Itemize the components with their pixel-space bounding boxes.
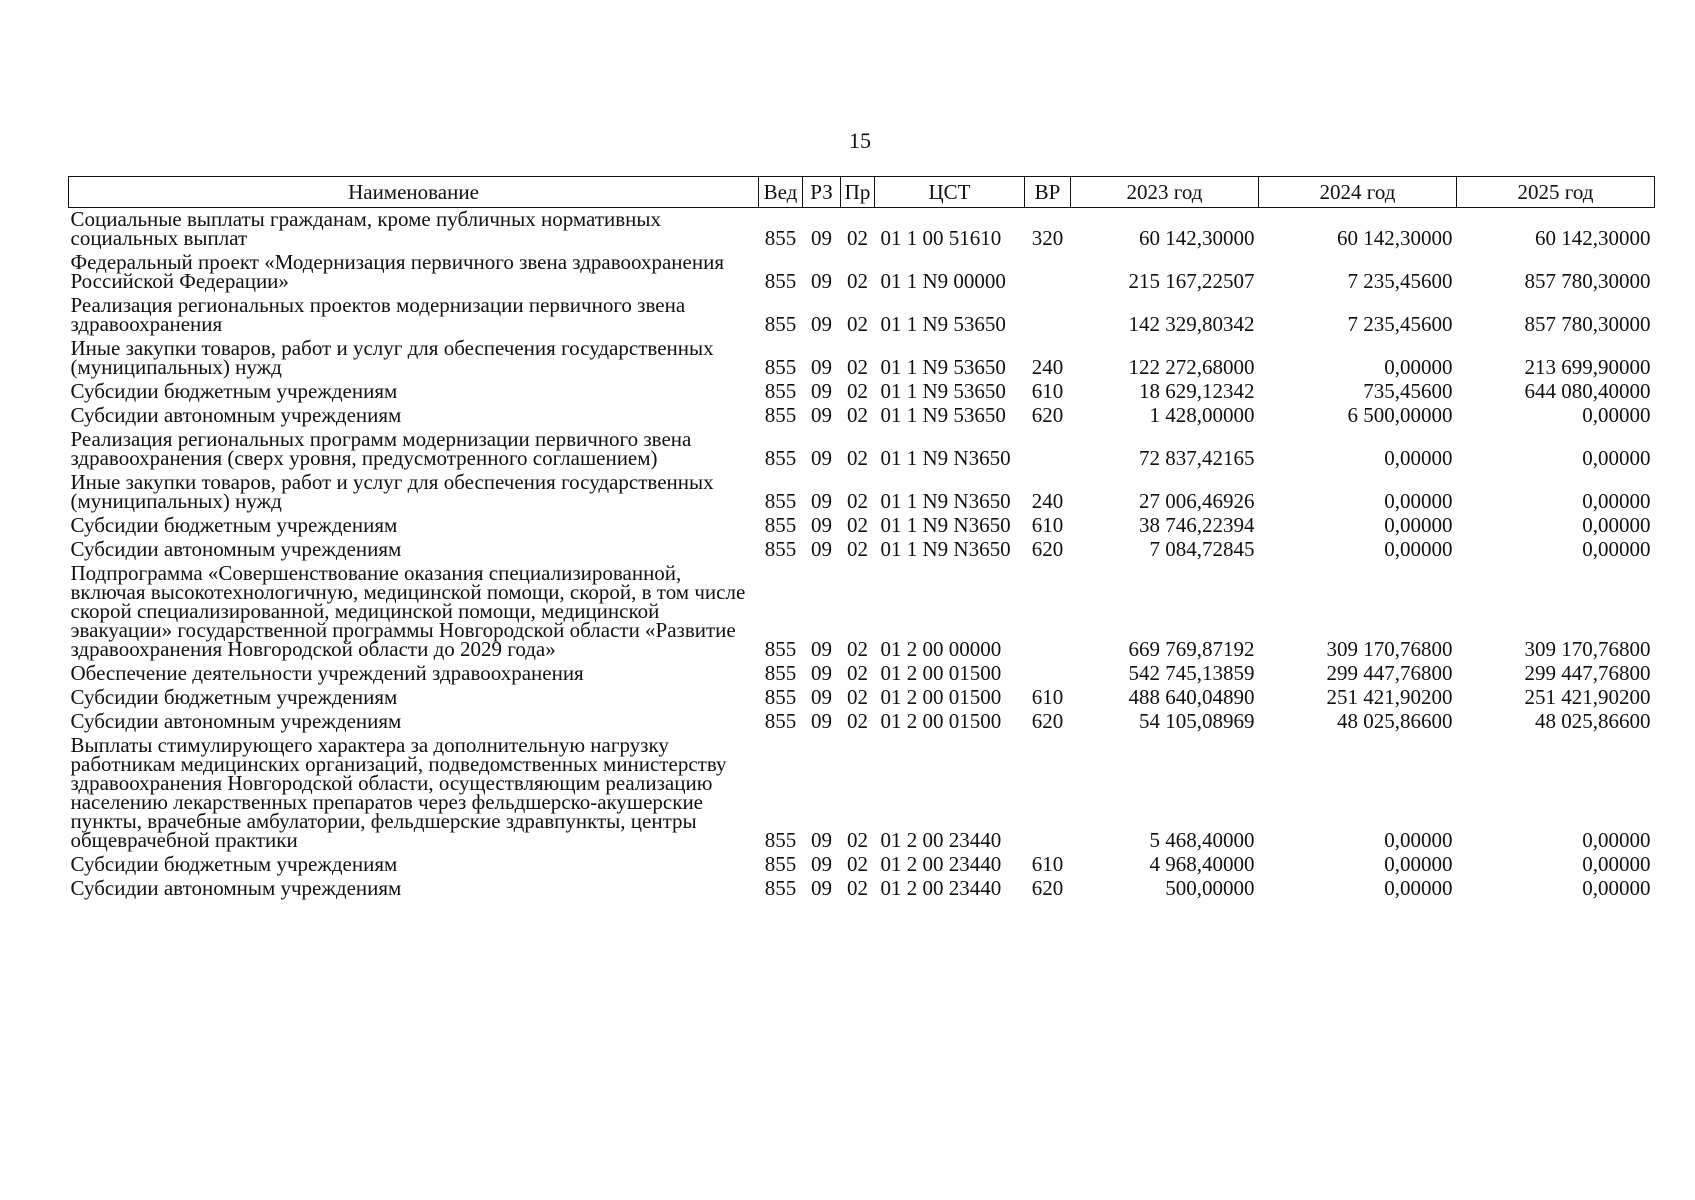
table-row (69, 877, 1655, 901)
header-2025: 2025 год (1457, 177, 1655, 208)
row-2023: 27 006,46926 (1139, 489, 1255, 513)
row-pr: 02 (847, 312, 868, 336)
row-pr: 02 (847, 489, 868, 513)
row-ved: 855 (764, 379, 797, 403)
table-row (69, 404, 1655, 428)
row-name: Социальные выплаты гражданам, кроме публичных нормативных социальных выплат (70, 207, 662, 250)
header-cst: ЦСТ (875, 177, 1025, 208)
row-cst: 01 1 N9 N3650 (880, 513, 1011, 537)
row-rz: 09 (811, 446, 832, 470)
row-cst: 01 1 N9 53650 (880, 403, 1006, 427)
row-cst: 01 1 N9 N3650 (880, 489, 1011, 513)
row-rz: 09 (811, 355, 832, 379)
row-2024: 0,00000 (1384, 828, 1453, 852)
row-name: Федеральный проект «Модернизация первичного звена здравоохранения Российской Федерации» (70, 250, 724, 293)
row-rz: 09 (811, 637, 832, 661)
row-2023: 54 105,08969 (1139, 709, 1255, 733)
row-vr: 610 (1031, 685, 1064, 709)
row-vr (1025, 734, 1071, 853)
row-ved: 855 (764, 446, 797, 470)
row-2023: 18 629,12342 (1139, 379, 1255, 403)
row-2024: 0,00000 (1384, 489, 1453, 513)
row-name: Субсидии автономным учреждениям (70, 537, 402, 561)
row-pr: 02 (847, 828, 868, 852)
row-name: Выплаты стимулирующего характера за дополнительную нагрузку работникам медицинских организаций, подведомственных министерству здравоохранения Новгородской области, осуществляющим реализацию населению лекарственных препаратов через фельдшерско-акушерские пункты, врачебные амбулатории, фельдшерские здравпункты, центры общеврачебной практики (70, 733, 727, 852)
row-ved: 855 (764, 876, 797, 900)
row-rz: 09 (811, 685, 832, 709)
table-row (69, 734, 1655, 853)
row-pr: 02 (847, 269, 868, 293)
row-vr (1025, 294, 1071, 337)
row-2023: 122 272,68000 (1128, 355, 1255, 379)
row-ved: 855 (764, 355, 797, 379)
table-row (69, 514, 1655, 538)
row-2024: 0,00000 (1384, 876, 1453, 900)
row-2023: 72 837,42165 (1139, 446, 1255, 470)
row-2023: 142 329,80342 (1128, 312, 1255, 336)
row-2024: 0,00000 (1384, 852, 1453, 876)
row-2025: 857 780,30000 (1524, 312, 1651, 336)
row-2024: 0,00000 (1384, 446, 1453, 470)
row-2023: 5 468,40000 (1149, 828, 1255, 852)
row-2025: 0,00000 (1582, 489, 1651, 513)
row-2025: 309 170,76800 (1524, 637, 1651, 661)
row-vr: 620 (1031, 537, 1064, 561)
row-2023: 1 428,00000 (1149, 403, 1255, 427)
row-2024: 0,00000 (1384, 537, 1453, 561)
row-rz: 09 (811, 403, 832, 427)
row-vr: 620 (1031, 709, 1064, 733)
row-ved: 855 (764, 661, 797, 685)
table-row (69, 662, 1655, 686)
row-rz: 09 (811, 876, 832, 900)
row-2023: 60 142,30000 (1139, 226, 1255, 250)
row-name: Субсидии автономным учреждениям (70, 709, 402, 733)
row-2023: 4 968,40000 (1149, 852, 1255, 876)
row-cst: 01 1 00 51610 (880, 226, 1002, 250)
row-cst: 01 1 N9 N3650 (880, 446, 1011, 470)
row-rz: 09 (811, 269, 832, 293)
row-pr: 02 (847, 403, 868, 427)
row-vr: 620 (1031, 876, 1064, 900)
row-ved: 855 (764, 312, 797, 336)
row-pr: 02 (847, 685, 868, 709)
row-ved: 855 (764, 269, 797, 293)
row-2024: 735,45600 (1363, 379, 1453, 403)
row-2023: 215 167,22507 (1128, 269, 1255, 293)
row-ved: 855 (764, 513, 797, 537)
row-pr: 02 (847, 446, 868, 470)
row-vr (1025, 251, 1071, 294)
row-pr: 02 (847, 637, 868, 661)
row-2025: 644 080,40000 (1524, 379, 1651, 403)
table-body (69, 208, 1655, 902)
table-row (69, 538, 1655, 562)
row-cst: 01 2 00 01500 (880, 709, 1002, 733)
row-2023: 488 640,04890 (1128, 685, 1255, 709)
row-ved: 855 (764, 637, 797, 661)
row-pr: 02 (847, 661, 868, 685)
row-ved: 855 (764, 828, 797, 852)
row-vr (1025, 562, 1071, 662)
row-ved: 855 (764, 403, 797, 427)
header-vr: ВР (1025, 177, 1071, 208)
row-cst: 01 2 00 00000 (880, 637, 1002, 661)
row-name: Реализация региональных проектов модернизации первичного звена здравоохранения (70, 293, 686, 336)
row-name: Субсидии бюджетным учреждениям (70, 852, 398, 876)
row-rz: 09 (811, 489, 832, 513)
budget-table (68, 176, 1655, 901)
header-rz: РЗ (803, 177, 841, 208)
table-row (69, 686, 1655, 710)
row-2025: 0,00000 (1582, 403, 1651, 427)
header-name: Наименование (69, 177, 759, 208)
row-rz: 09 (811, 379, 832, 403)
header-pr: Пр (841, 177, 875, 208)
row-2025: 48 025,86600 (1535, 709, 1651, 733)
row-2023: 7 084,72845 (1149, 537, 1255, 561)
row-pr: 02 (847, 226, 868, 250)
row-rz: 09 (811, 852, 832, 876)
row-name: Субсидии автономным учреждениям (70, 876, 402, 900)
row-2025: 0,00000 (1582, 513, 1651, 537)
table-row (69, 337, 1655, 380)
row-2024: 299 447,76800 (1326, 661, 1453, 685)
row-vr: 610 (1031, 513, 1064, 537)
row-2025: 213 699,90000 (1524, 355, 1651, 379)
row-ved: 855 (764, 685, 797, 709)
row-2025: 0,00000 (1582, 876, 1651, 900)
row-cst: 01 2 00 23440 (880, 876, 1002, 900)
row-2025: 251 421,90200 (1524, 685, 1651, 709)
row-cst: 01 1 N9 53650 (880, 355, 1006, 379)
row-pr: 02 (847, 852, 868, 876)
row-2024: 7 235,45600 (1347, 312, 1453, 336)
row-name: Обеспечение деятельности учреждений здравоохранения (70, 661, 584, 685)
row-2025: 299 447,76800 (1524, 661, 1651, 685)
row-2025: 0,00000 (1582, 446, 1651, 470)
row-2024: 7 235,45600 (1347, 269, 1453, 293)
row-pr: 02 (847, 709, 868, 733)
row-2024: 48 025,86600 (1337, 709, 1453, 733)
table-row (69, 294, 1655, 337)
row-name: Субсидии автономным учреждениям (70, 403, 402, 427)
row-vr: 610 (1031, 379, 1064, 403)
row-name: Иные закупки товаров, работ и услуг для обеспечения государственных (муниципальных) нужд (70, 470, 714, 513)
row-cst: 01 1 N9 N3650 (880, 537, 1011, 561)
row-pr: 02 (847, 379, 868, 403)
row-2024: 0,00000 (1384, 355, 1453, 379)
row-rz: 09 (811, 537, 832, 561)
row-ved: 855 (764, 852, 797, 876)
row-rz: 09 (811, 226, 832, 250)
row-rz: 09 (811, 513, 832, 537)
row-2023: 542 745,13859 (1128, 661, 1255, 685)
row-cst: 01 2 00 23440 (880, 852, 1002, 876)
row-rz: 09 (811, 828, 832, 852)
row-name: Подпрограмма «Совершенствование оказания специализированной, включая высокотехнологичную, медицинской помощи, скорой, в том числе скорой специализированной, медицинской помощи, медицинской эвакуации» государственной программы Новгородской области «Развитие здравоохранения Новгородской области до 2029 года» (70, 561, 746, 661)
row-pr: 02 (847, 537, 868, 561)
row-name: Субсидии бюджетным учреждениям (70, 513, 398, 537)
row-2025: 857 780,30000 (1524, 269, 1651, 293)
row-cst: 01 1 N9 00000 (880, 269, 1006, 293)
row-ved: 855 (764, 709, 797, 733)
header-2024: 2024 год (1259, 177, 1457, 208)
table-row (69, 710, 1655, 734)
row-vr: 240 (1031, 489, 1064, 513)
row-2025: 0,00000 (1582, 852, 1651, 876)
row-vr: 240 (1031, 355, 1064, 379)
row-vr (1025, 662, 1071, 686)
row-rz: 09 (811, 312, 832, 336)
row-2023: 38 746,22394 (1139, 513, 1255, 537)
row-2025: 0,00000 (1582, 828, 1651, 852)
table-header-row (69, 177, 1655, 208)
table-row (69, 380, 1655, 404)
row-pr: 02 (847, 513, 868, 537)
table-row (69, 251, 1655, 294)
row-rz: 09 (811, 661, 832, 685)
row-name: Субсидии бюджетным учреждениям (70, 685, 398, 709)
header-2023: 2023 год (1071, 177, 1259, 208)
row-2024: 6 500,00000 (1347, 403, 1453, 427)
row-2023: 500,00000 (1165, 876, 1255, 900)
row-name: Субсидии бюджетным учреждениям (70, 379, 398, 403)
row-vr (1025, 428, 1071, 471)
page-number: 15 (849, 128, 871, 153)
table-row (69, 562, 1655, 662)
row-2024: 251 421,90200 (1326, 685, 1453, 709)
row-vr: 320 (1031, 226, 1064, 250)
row-pr: 02 (847, 876, 868, 900)
table-row (69, 208, 1655, 252)
row-vr: 620 (1031, 403, 1064, 427)
row-2024: 0,00000 (1384, 513, 1453, 537)
row-2024: 60 142,30000 (1337, 226, 1453, 250)
row-cst: 01 2 00 23440 (880, 828, 1002, 852)
row-2023: 669 769,87192 (1128, 637, 1255, 661)
row-pr: 02 (847, 355, 868, 379)
table-row (69, 471, 1655, 514)
row-ved: 855 (764, 489, 797, 513)
header-ved: Вед (759, 177, 803, 208)
row-cst: 01 2 00 01500 (880, 685, 1002, 709)
row-ved: 855 (764, 226, 797, 250)
table-row (69, 428, 1655, 471)
row-cst: 01 1 N9 53650 (880, 379, 1006, 403)
row-ved: 855 (764, 537, 797, 561)
row-vr: 610 (1031, 852, 1064, 876)
row-name: Реализация региональных программ модернизации первичного звена здравоохранения (сверх уровня, предусмотренного соглашением) (70, 427, 692, 470)
row-cst: 01 1 N9 53650 (880, 312, 1006, 336)
row-name: Иные закупки товаров, работ и услуг для обеспечения государственных (муниципальных) нужд (70, 336, 714, 379)
table-row (69, 853, 1655, 877)
row-2024: 309 170,76800 (1326, 637, 1453, 661)
row-2025: 60 142,30000 (1535, 226, 1651, 250)
row-2025: 0,00000 (1582, 537, 1651, 561)
row-rz: 09 (811, 709, 832, 733)
row-cst: 01 2 00 01500 (880, 661, 1002, 685)
